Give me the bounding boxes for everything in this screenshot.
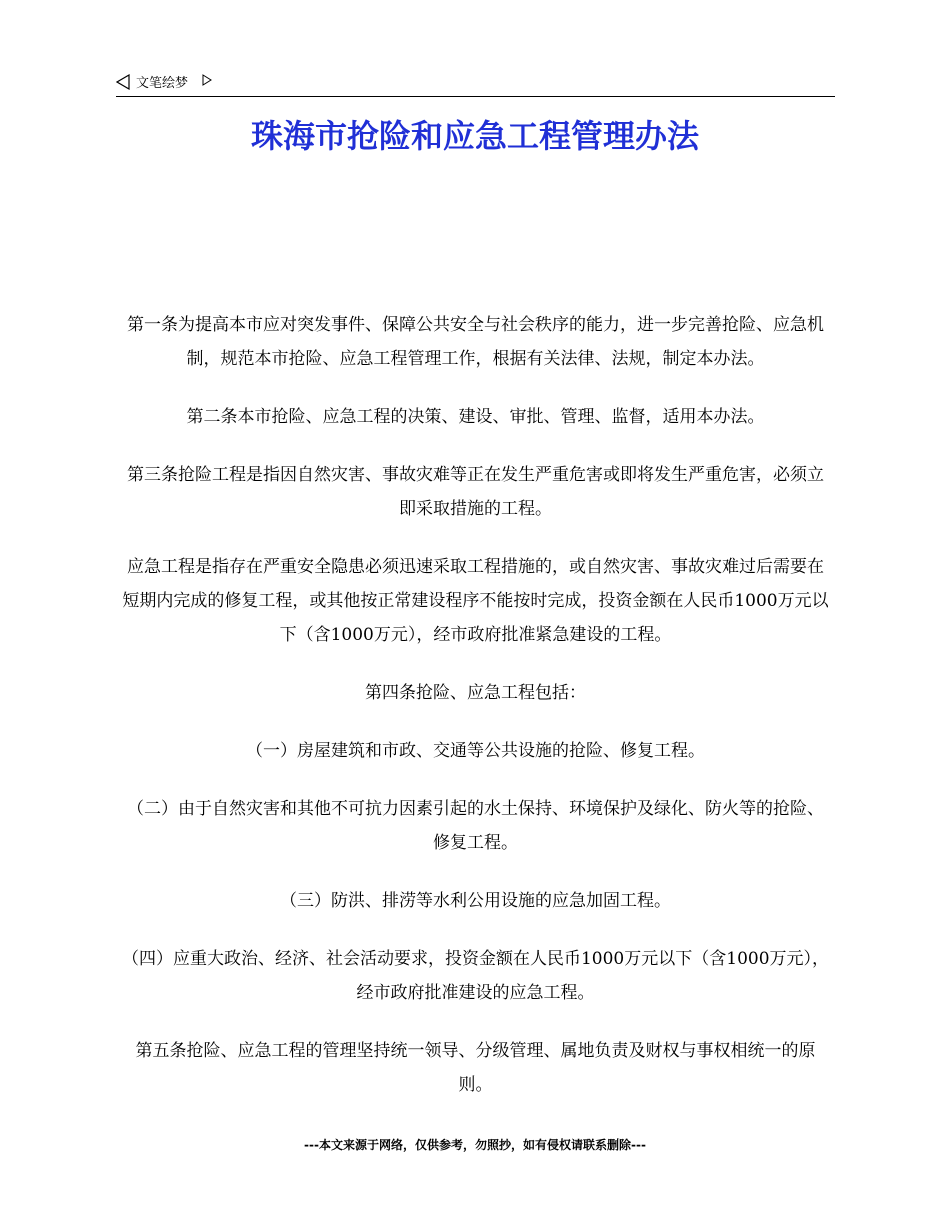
item-1-paragraph: （一）房屋建筑和市政、交通等公共设施的抢险、修复工程。 [246, 741, 705, 761]
article-2-paragraph: 第二条本市抢险、应急工程的决策、建设、审批、管理、监督，适用本办法。 [186, 407, 765, 427]
document-body [119, 308, 832, 1126]
triangle-right-outline-icon [202, 74, 212, 86]
item-4-paragraph: （四）应重大政治、经济、社会活动要求，投资金额在人民币1000万元以下（含1000万元），经市政府批准建设的应急工程。 [121, 949, 830, 1003]
item-2-paragraph: （二）由于自然灾害和其他不可抗力因素引起的水土保持、环境保护及绿化、防火等的抢险、修复工程。 [127, 799, 824, 853]
article-5-paragraph: 第五条抢险、应急工程的管理坚持统一领导、分级管理、属地负责及财权与事权相统一的原则。 [135, 1041, 816, 1095]
brand-label: 文笔绘梦 [136, 76, 189, 91]
disclaimer-footer: ---本文来源于网络，仅供参考，勿照抄，如有侵权请联系删除--- [304, 1138, 646, 1152]
article-4-paragraph: 第四条抢险、应急工程包括： [365, 683, 586, 703]
article-3-paragraph: 第三条抢险工程是指因自然灾害、事故灾难等正在发生严重危害或即将发生严重危害，必须立即采取措施的工程。 [127, 465, 824, 519]
article-1-paragraph: 第一条为提高本市应对突发事件、保障公共安全与社会秩序的能力，进一步完善抢险、应急机制，规范本市抢险、应急工程管理工作，根据有关法律、法规，制定本办法。 [127, 315, 824, 369]
emergency-definition-paragraph: 应急工程是指存在严重安全隐患必须迅速采取工程措施的，或自然灾害、事故灾难过后需要在短期内完成的修复工程，或其他按正常建设程序不能按时完成，投资金额在人民币1000万元以下（含1000万元），经市政府批准紧急建设的工程。 [122, 557, 829, 645]
document-title: 珠海市抢险和应急工程管理办法 [250, 117, 699, 155]
page-header [116, 72, 835, 97]
item-3-paragraph: （三）防洪、排涝等水利公用设施的应急加固工程。 [280, 891, 671, 911]
triangle-left-outline-icon [116, 74, 130, 90]
